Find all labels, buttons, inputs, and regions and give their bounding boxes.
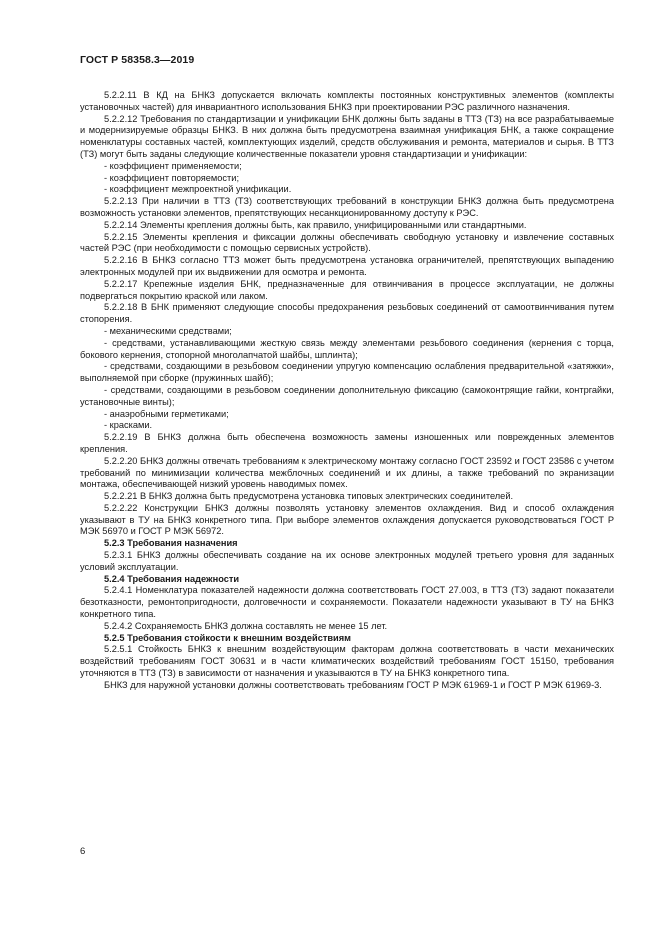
page-number: 6 [80, 846, 86, 857]
clause-5-2-4-1: 5.2.4.1 Номенклатура показателей надежности должна соответствовать ГОСТ 27.003, в ТТЗ (ТЗ) задают показатели безотказности, ремонтопригодности, долговечности и сохраняемости. Показатели надежности указывают в ТУ на БНКЗ конкретного типа. [80, 585, 614, 620]
clause-5-2-2-20: 5.2.2.20 БНКЗ должны отвечать требованиям к электрическому монтажу согласно ГОСТ 23592 и ГОСТ 23586 с учетом требований по минимизации количества межблочных соединений и их длины, а также требований по экранизации монтажа, обеспечивающей низкий уровень наводимых помех. [80, 455, 615, 490]
list-item: - средствами, создающими в резьбовом соединении дополнительную фиксацию (самоконтрящие гайки, контргайки, установочные винты); [80, 384, 614, 407]
clause-5-2-5-1: 5.2.5.1 Стойкость БНКЗ к внешним воздействующим факторам должна соответствовать в части механических воздействий требованиям ГОСТ 30631 и в части климатических воздействий требованиям ГОСТ 15150, требования уточняются в ТТЗ (ТЗ) в зависимости от назначения и указываются в ТУ на БНКЗ конкретного типа. [80, 644, 614, 679]
clause-outdoor-installation: БНКЗ для наружной установки должны соответствовать требованиям ГОСТ Р МЭК 61969-1 и ГОСТ Р МЭК 61969-3. [104, 679, 602, 690]
clause-5-2-2-18: 5.2.2.18 В БНК применяют следующие способы предохранения резьбовых соединений от самоотвинчивания путем стопорения. [80, 302, 614, 325]
clause-5-2-2-14: 5.2.2.14 Элементы крепления должны быть, как правило, унифицированными или стандартными. [104, 219, 527, 230]
list-item: - средствами, создающими в резьбовом соединении упругую компенсацию ослабления предварительной «затяжки», выполняемой при сборке (пружинных шайб); [80, 361, 614, 384]
list-item: - анаэробными герметиками; [104, 408, 229, 419]
clause-5-2-2-13: 5.2.2.13 При наличии в ТТЗ (ТЗ) соответствующих требований в конструкции БНКЗ должна быть предусмотрена возможность установки элементов, препятствующих несанкционированному доступу к РЭС. [80, 196, 614, 218]
document-header: ГОСТ Р 58358.3—2019 [80, 54, 195, 66]
clause-5-2-2-17: 5.2.2.17 Крепежные изделия БНК, предназначенные для отвинчивания в процессе эксплуатации, не должны подвергаться покрытию краской или лаком. [80, 278, 614, 301]
section-heading-5-2-3: 5.2.3 Требования назначения [104, 538, 238, 549]
clause-5-2-2-19: 5.2.2.19 В БНКЗ должна быть обеспечена возможность замены изношенных или поврежденных элементов крепления. [80, 432, 614, 454]
list-item: - коэффициент применяемости; [104, 160, 242, 171]
section-heading-5-2-5: 5.2.5 Требования стойкости к внешним воздействиям [104, 632, 351, 643]
list-item: - средствами, устанавливающими жесткую связь между элементами резьбового соединения (кернения с торца, бокового кернения, стопорной многолапчатой шайбы, шплинта); [80, 337, 614, 360]
clause-5-2-4-2: 5.2.4.2 Сохраняемость БНКЗ должна составлять не менее 15 лет. [104, 620, 388, 631]
list-item: - красками. [104, 420, 153, 431]
clause-5-2-2-12: 5.2.2.12 Требования по стандартизации и унификации БНК должны быть заданы в ТТЗ (ТЗ) на все разрабатываемые и модернизируемые образцы БНКЗ. В них должна быть предусмотрена взаимная унификация БНК, а также сокращение номенклатуры составных частей, комплектующих изделий, средств обслуживания и ремонта, материалов и сырья. В ТТЗ (ТЗ) могут быть заданы следующие количественные показатели уровня стандартизации и унификации: [80, 113, 614, 159]
clause-5-2-2-15: 5.2.2.15 Элементы крепления и фиксации должны обеспечивать свободную установку и извлечение составных частей РЭС (при необходимости с помощью сервисных устройств). [80, 231, 614, 254]
clause-5-2-2-16: 5.2.2.16 В БНКЗ согласно ТТЗ может быть предусмотрена установка ограничителей, препятствующих выпадению электронных модулей при их выдвижении для осмотра и ремонта. [80, 255, 614, 277]
clause-5-2-2-11: 5.2.2.11 В КД на БНКЗ допускается включать комплекты постоянных конструктивных элементов (комплекты установочных частей) для инвариантного использования БНКЗ при проектировании РЭС различного назначения. [80, 90, 614, 112]
clause-5-2-2-22: 5.2.2.22 Конструкции БНКЗ должны позволять установку элементов охлаждения. Вид и способ охлаждения указывают в ТУ на БНКЗ конкретного типа. При выборе элементов охлаждения допускается руководствоваться ГОСТ Р МЭК 56970 и ГОСТ Р МЭК 56972. [80, 502, 614, 537]
list-item: - коэффициент повторяемости; [104, 172, 240, 183]
section-heading-5-2-4: 5.2.4 Требования надежности [104, 573, 240, 584]
document-body [80, 90, 614, 692]
clause-5-2-3-1: 5.2.3.1 БНКЗ должны обеспечивать создание на их основе электронных модулей третьего уровня для заданных условий эксплуатации. [80, 550, 614, 572]
clause-5-2-2-21: 5.2.2.21 В БНКЗ должна быть предусмотрена установка типовых электрических соединителей. [104, 491, 514, 502]
list-item: - механическими средствами; [104, 325, 232, 336]
list-item: - коэффициент межпроектной унификации. [104, 184, 292, 195]
